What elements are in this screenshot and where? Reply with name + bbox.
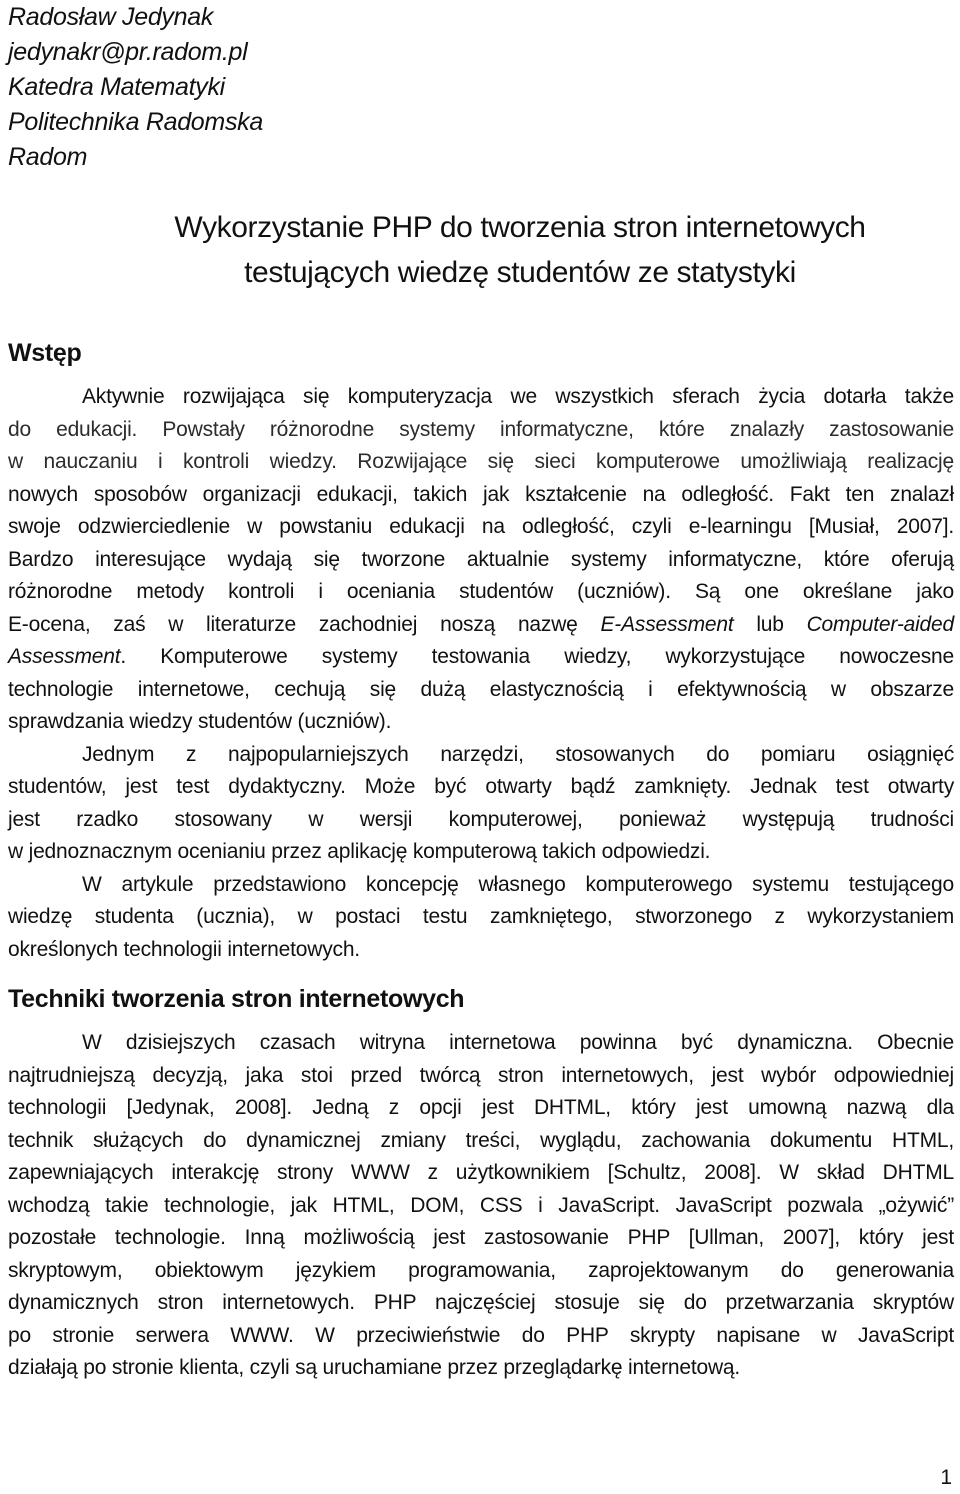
author-email: jedynakr@pr.radom.pl	[8, 38, 248, 66]
page-number: 1	[940, 1466, 952, 1489]
author-university: Politechnika Radomska	[8, 108, 263, 136]
text-line: nowych sposobów organizacji edukacji, takich jak kształcenie na odległość. Fakt ten znalazł	[8, 482, 954, 506]
text-line: działają po stronie klienta, czyli są uruchamiane przez przeglądarkę internetową.	[8, 1356, 741, 1379]
italic-term: Assessment	[8, 645, 121, 668]
paper-title	[90, 205, 950, 295]
italic-term: E-Assessment	[600, 612, 734, 636]
text-line: do edukacji. Powstały różnorodne systemy informatyczne, które znalazły zastosowanie	[8, 417, 954, 441]
text-line: W dzisiejszych czasach witryna internetowa powinna być dynamiczna. Obecnie	[82, 1031, 954, 1054]
text-line: swoje odzwierciedlenie w powstaniu edukacji na odległość, czyli e-learningu [Musiał, 2007].	[8, 515, 954, 538]
italic-term: Computer-aided	[806, 612, 954, 636]
text-line: studentów, jest test dydaktyczny. Może być otwarty bądź zamknięty. Jednak test otwarty	[8, 775, 954, 798]
text-run: E-ocena, zaś w literaturze zachodniej noszą nazwę	[8, 612, 601, 636]
text-line: w jednoznacznym ocenianiu przez aplikację komputerową takich odpowiedzi.	[8, 840, 711, 863]
author-city: Radom	[8, 143, 88, 171]
text-line	[8, 609, 954, 642]
text-line: określonych technologii internetowych.	[8, 937, 360, 961]
text-line: w nauczaniu i kontroli wiedzy. Rozwijające się sieci komputerowe umożliwiają realizację	[8, 450, 954, 473]
text-line: dynamicznych stron internetowych. PHP najczęściej stosuje się do przetwarzania skryptów	[8, 1291, 954, 1314]
text-line: zapewniających interakcję strony WWW z użytkownikiem [Schultz, 2008]. W skład DHTML	[8, 1161, 954, 1184]
intro-paragraphs	[8, 381, 954, 966]
paper-title-line-1: Wykorzystanie PHP do tworzenia stron internetowych	[174, 211, 866, 244]
text-line: najtrudniejszą decyzją, jaka stoi przed twórcą stron internetowych, jest wybór odpowiedniej	[8, 1063, 954, 1087]
text-line: Jednym z najpopularniejszych narzędzi, stosowanych do pomiaru osiągnięć	[82, 742, 954, 766]
author-name: Radosław Jedynak	[8, 3, 214, 31]
text-run: . Komputerowe systemy testowania wiedzy, wykorzystujące nowoczesne	[120, 645, 954, 668]
text-line: po stronie serwera WWW. W przeciwieństwie do PHP skrypty napisane w JavaScript	[8, 1323, 954, 1347]
text-line: sprawdzania wiedzy studentów (uczniów).	[8, 710, 392, 733]
author-department: Katedra Matematyki	[8, 73, 225, 101]
author-block	[8, 0, 263, 175]
text-line: różnorodne metody kontroli i oceniania studentów (uczniów). Są one określane jako	[8, 580, 954, 603]
text-line: pozostałe technologie. Inną możliwością jest zastosowanie PHP [Ullman, 2007], który jest	[8, 1226, 954, 1249]
text-line: skryptowym, obiektowym językiem programowania, zaprojektowanym do generowania	[8, 1258, 954, 1282]
text-line: wchodzą takie technologie, jak HTML, DOM, CSS i JavaScript. JavaScript pozwala „ożywić”	[8, 1193, 954, 1217]
text-line	[8, 641, 954, 674]
section-heading-intro: Wstęp	[8, 339, 82, 367]
text-run: lub	[733, 612, 807, 636]
text-line: Bardzo interesujące wydają się tworzone aktualnie systemy informatyczne, które oferują	[8, 547, 954, 571]
section-heading-techniques: Techniki tworzenia stron internetowych	[8, 985, 465, 1013]
text-line: technologii [Jedynak, 2008]. Jedną z opcji jest DHTML, który jest umowną nazwą dla	[8, 1096, 954, 1119]
text-line: wiedzę studenta (ucznia), w postaci testu zamkniętego, stworzonego z wykorzystaniem	[8, 905, 954, 928]
text-line: technologie internetowe, cechują się dużą elastycznością i efektywnością w obszarze	[8, 677, 954, 701]
text-line: technik służących do dynamicznej zmiany treści, wyglądu, zachowania dokumentu HTML,	[8, 1128, 954, 1152]
text-line: jest rzadko stosowany w wersji komputerowej, ponieważ występują trudności	[8, 807, 954, 831]
paper-title-line-2: testujących wiedzę studentów ze statystyki	[244, 256, 796, 289]
text-line: W artykule przedstawiono koncepcję własnego komputerowego systemu testującego	[82, 872, 954, 896]
text-line: Aktywnie rozwijająca się komputeryzacja we wszystkich sferach życia dotarła także	[82, 385, 954, 408]
techniques-paragraphs	[8, 1027, 954, 1385]
